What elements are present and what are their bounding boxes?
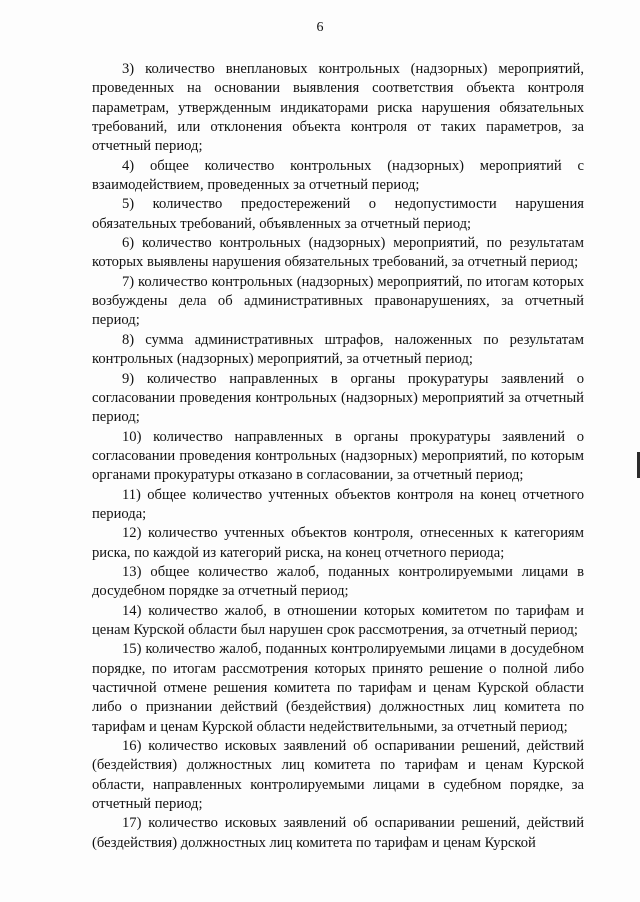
list-item-16: 16) количество исковых заявлений об оспаривании решений, действий (бездействия) должностных лиц комитета по тарифам и ценам Курской области, направленных контролируемыми лицами в судебном порядке, за отчетный период; bbox=[92, 738, 584, 813]
list-item-4: 4) общее количество контрольных (надзорных) мероприятий с взаимодействием, проведенных за отчетный период; bbox=[92, 157, 584, 194]
list-item-13: 13) общее количество жалоб, поданных контролируемыми лицами в досудебном порядке за отчетный период; bbox=[92, 563, 584, 600]
list-item-12: 12) количество учтенных объектов контроля, отнесенных к категориям риска, по каждой из категорий риска, на конец отчетного периода; bbox=[92, 525, 584, 561]
list-item-3: 3) количество внеплановых контрольных (надзорных) мероприятий, проведенных на основании выявления соответствия объекта контроля параметрам, утвержденным индикаторами риска нарушения обязательных требований, или отклонения объекта контроля от таких параметров, за отчетный период; bbox=[92, 61, 584, 155]
list-item-9: 9) количество направленных в органы прокуратуры заявлений о согласовании проведения контрольных (надзорных) мероприятий за отчетный период; bbox=[92, 370, 584, 426]
list-item-11: 11) общее количество учтенных объектов контроля на конец отчетного периода; bbox=[92, 486, 584, 522]
list-item-17: 17) количество исковых заявлений об оспаривании решений, действий (бездействия) должностных лиц комитета по тарифам и ценам Курской bbox=[92, 815, 584, 851]
list-item-5: 5) количество предостережений о недопустимости нарушения обязательных требований, объявленных за отчетный период; bbox=[92, 196, 584, 232]
list-item-14: 14) количество жалоб, в отношении которых комитетом по тарифам и ценам Курской области был нарушен срок рассмотрения, за отчетный период; bbox=[92, 602, 584, 638]
list-item-15: 15) количество жалоб, поданных контролируемыми лицами в досудебном порядке, по итогам рассмотрения которых принято решение о полной либо частичной отмене решения комитета по тарифам и ценам Курской области либо о признании действий (бездействия) должностных лиц комитета по тарифам и ценам Курской области недействительными, за отчетный период; bbox=[92, 641, 584, 735]
list-item-8: 8) сумма административных штрафов, наложенных по результатам контрольных (надзорных) мероприятий, за отчетный период; bbox=[92, 331, 584, 368]
document-body bbox=[92, 60, 584, 853]
list-item-10: 10) количество направленных в органы прокуратуры заявлений о согласовании проведения контрольных (надзорных) мероприятий, по которым органами прокуратуры отказано в согласовании, за отчетный период; bbox=[92, 428, 584, 484]
list-item-7: 7) количество контрольных (надзорных) мероприятий, по итогам которых возбуждены дела об административных правонарушениях, за отчетный период; bbox=[92, 273, 584, 329]
list-item-6: 6) количество контрольных (надзорных) мероприятий, по результатам которых выявлены нарушения обязательных требований, за отчетный период; bbox=[92, 235, 584, 271]
page-number: 6 bbox=[316, 20, 324, 35]
